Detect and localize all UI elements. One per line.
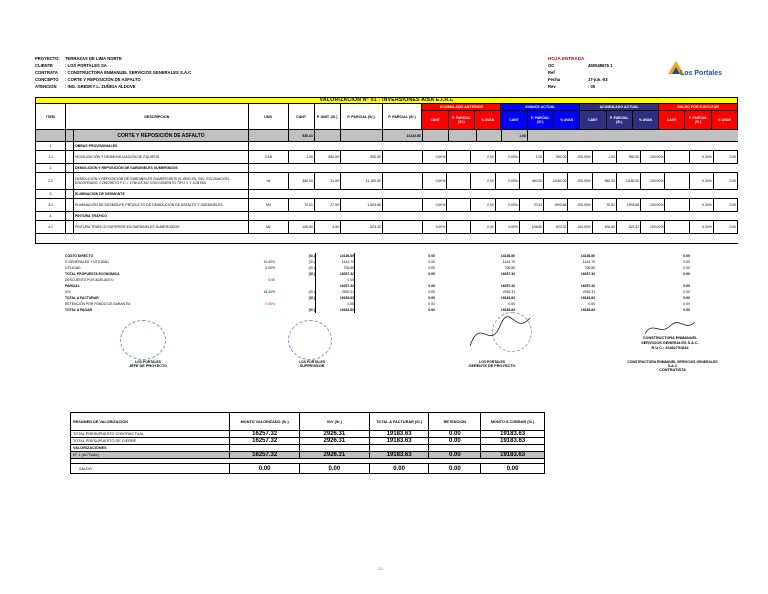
row-item: 1 (36, 142, 66, 150)
totals-block (35, 253, 738, 313)
totals-b: 706.85 (584, 266, 595, 270)
totals-val: 2926.31 (315, 289, 355, 295)
summary-row (71, 431, 544, 438)
los-portales-logo (660, 56, 730, 82)
summary-cell: 16257.32 (230, 452, 300, 458)
row-value: 0.00% (423, 173, 447, 189)
row-value: 0.00 (471, 221, 495, 233)
row-item: 3.1 (36, 199, 66, 211)
summary-table (70, 412, 545, 474)
totals-a: 706.85 (504, 266, 515, 270)
project-value: : CORTE Y REPOSICIÓN DE ASFALTO (65, 77, 141, 82)
summary-cell: 0.00 (230, 464, 300, 473)
row-pp2 (383, 151, 423, 163)
table-row (35, 212, 738, 221)
row-progress (423, 173, 738, 189)
row-value: 106.80 (520, 221, 544, 233)
row-value: 1.00 (520, 151, 544, 163)
signature-company: CONSTRUCTORA ENMANUEL SERVICIOS GENERALES S.A.C (627, 360, 718, 368)
row-pp2 (383, 221, 423, 233)
row-pp: 550.00 (341, 151, 383, 163)
project-row (35, 62, 235, 69)
summary-cell: 19183.63 (500, 452, 526, 458)
row-value: 0.00% (496, 151, 520, 163)
table-row (35, 173, 738, 190)
row-value: 0.00% (690, 221, 714, 233)
row-value: 1903.68 (544, 199, 568, 211)
totals-z: 0.00 (428, 260, 435, 264)
row-value: 0.00% (423, 221, 447, 233)
row-cant: 1.00 (289, 151, 315, 163)
row-value (447, 173, 471, 189)
row-item: 3 (36, 190, 66, 198)
row-value: 100.00% (641, 151, 665, 163)
row-und: M3 (249, 199, 289, 211)
row-value: 0.00 (471, 199, 495, 211)
signature-role: GERENTE DE PROYECTO (468, 364, 516, 368)
hdr-pp: P. PARCIAL (S/.) (341, 104, 383, 129)
summary-cell: 16257.32 (230, 438, 300, 444)
hdr-group-actual: AVANCE ACTUAL CANT P. PARCIAL (S/.) % AVAN (501, 104, 580, 129)
row-progress (423, 199, 738, 211)
summary-col-header: TOTAL A FACTURAR (S/.) (370, 413, 430, 430)
hoja-key: Fecha (548, 77, 561, 82)
row-value: 360.00 (520, 173, 544, 189)
summary-col-header: RESUMEN DE VALORIZACION (71, 413, 230, 430)
totals-sym: (S/.) (308, 296, 315, 300)
row-pp: 523.32 (341, 221, 383, 233)
summary-cell: 0.00 (370, 464, 430, 473)
section-row: CORTE Y REPOSICIÓN DE ASFALTO 535.31 14132.80 1.00 (35, 130, 738, 142)
totals-sym: (S/.) (308, 254, 315, 258)
row-item: 4 (36, 212, 66, 220)
table-row (35, 142, 738, 151)
totals-pct: 10.00% (263, 260, 275, 264)
totals-a: 14136.80 (500, 254, 515, 258)
totals-val: 19183.63 (315, 307, 355, 313)
summary-cell: TOTAL PRESUPUESTO DE CIERRE (71, 438, 230, 444)
totals-a: 1413.70 (502, 260, 515, 264)
row-desc: DEMOLICIÓN Y REPOSICIÓN DE SARDINELES SUMERGIDOS (0.15X0.25), INC. EXCAVACIÓN, ENCOFRADO, CONCRETO F'C = 175KG/CM2 CON CEMENTO TIPO V Y JUNTAS (74, 173, 249, 189)
project-info (35, 55, 235, 90)
signature-role: SUPERVISOR (299, 364, 325, 368)
totals-c: 0.00 (683, 272, 690, 276)
row-pu: 4.90 (315, 221, 341, 233)
hdr-pu: P. UNIT. (S/.) (315, 104, 341, 129)
row-value: 100.00% (641, 173, 665, 189)
table-row (35, 190, 738, 199)
table-row (35, 221, 738, 234)
row-value: 0.00% (423, 199, 447, 211)
row-desc: MOVILIZACIÓN Y DESMOVILIZACIÓN DE EQUIPOS (74, 151, 249, 163)
totals-b: 16257.32 (580, 284, 595, 288)
row-value: 106.80 (593, 221, 617, 233)
project-row (35, 76, 235, 83)
contratista-stamp: CONSTRUCTORA ENMANUEL SERVICIOS GENERALES S.A.C. R.U.C.: 20482791844 (641, 336, 699, 350)
totals-b: 19183.63 (580, 296, 595, 300)
row-und: ML (249, 221, 289, 233)
summary-cell: 0.00 (429, 452, 481, 458)
totals-label: TOTAL PROPUESTA ECONÓMICA (65, 272, 120, 276)
row-value: 1.00 (593, 151, 617, 163)
summary-cell: N° 1 (ACTUAL) (71, 452, 230, 458)
row-value: 100.00% (641, 199, 665, 211)
project-row (35, 55, 235, 62)
row-value: 0.00% (423, 151, 447, 163)
signature-role: CONTRATISTA (659, 368, 686, 372)
totals-z: 0.00 (428, 308, 435, 312)
signature-block (462, 360, 522, 368)
project-row (35, 83, 235, 90)
project-row (35, 69, 235, 76)
project-key: PROYECTO: (35, 56, 60, 61)
summary-val-label-text: VALORIZACIONES (71, 445, 230, 451)
summary-val-row (71, 452, 544, 459)
totals-b: 0.00 (588, 302, 595, 306)
row-item: 1.1 (36, 151, 66, 163)
hoja-row (548, 62, 658, 69)
table-row (35, 164, 738, 173)
project-key: CONTRATA (35, 70, 58, 75)
signature-block (118, 360, 178, 368)
summary-cell: 19183.63 (370, 438, 430, 444)
row-value: 360.00 (593, 173, 617, 189)
row-pp: 1,903.68 (341, 199, 383, 211)
summary-cell: 0.00 (429, 438, 481, 444)
totals-c: 0.00 (683, 266, 690, 270)
row-value: 0.00 (471, 151, 495, 163)
hoja-row (548, 76, 658, 83)
summary-cell: 19183.63 (370, 452, 430, 458)
summary-col-header: IGV (S/.) (300, 413, 370, 430)
hoja-value: 450048676 1 (588, 63, 613, 68)
project-value: TERRAZAS DE LIMA NORTE (65, 56, 122, 61)
totals-label: DESCUENTO POR ADELANTO (65, 278, 114, 282)
summary-cell: 16257.32 (230, 431, 300, 437)
project-value: : ING. GREDKY L. ZUÑIGA ALDOVE (65, 84, 136, 89)
totals-pct: 5.00% (265, 266, 275, 270)
row-value: 100.00% (568, 199, 592, 211)
project-key: ATENCION (35, 84, 57, 89)
totals-val: 19183.63 (315, 295, 355, 301)
totals-c: 0.00 (683, 296, 690, 300)
hoja-row (548, 69, 658, 76)
row-value: 523.32 (544, 221, 568, 233)
signature-gerente-icon (460, 306, 540, 356)
row-desc: OBRAS PROVISIONALES (74, 142, 249, 150)
totals-row (35, 307, 738, 313)
totals-a: 19183.63 (500, 308, 515, 312)
totals-sym: (S/.) (308, 260, 315, 264)
totals-a: 2926.31 (502, 290, 515, 294)
totals-val: 0.00 (315, 301, 355, 307)
summary-col-header: MONTO A COBRAR (S/.) (490, 419, 535, 424)
row-value: 550.00 (617, 151, 641, 163)
row-pp2 (383, 199, 423, 211)
row-value: 70.51 (593, 199, 617, 211)
project-key: CLIENTE (35, 63, 53, 68)
summary-col-header: RETENCION (429, 413, 481, 430)
totals-label: TOTAL A PAGAR (65, 308, 92, 312)
totals-a: 16257.32 (500, 284, 515, 288)
logo-text: Los Portales (680, 70, 723, 77)
row-value: 0.00% (690, 151, 714, 163)
totals-z: 0.00 (428, 254, 435, 258)
summary-header (71, 413, 544, 431)
totals-sym: (S/.) (308, 266, 315, 270)
row-value: 0.00 (714, 221, 738, 233)
hoja-key: Ref (548, 70, 555, 75)
row-value: 0.00% (690, 199, 714, 211)
signature-company: LOS PORTALES (298, 360, 326, 364)
signature-block (625, 360, 720, 372)
stamp-jefe-icon (120, 320, 166, 360)
row-desc: PINTURA TRÁFICO (74, 212, 249, 220)
row-pp: 11,160.00 (341, 173, 383, 189)
totals-b: 1413.70 (582, 260, 595, 264)
totals-z: 0.00 (428, 296, 435, 300)
summary-saldo-row (71, 464, 544, 473)
row-cant: 70.51 (289, 199, 315, 211)
row-value: 0.00% (496, 173, 520, 189)
hdr-pp2: P. PARCIAL (S/.) (383, 104, 423, 129)
page-number: 1/1 (378, 567, 383, 571)
row-value: 0.00% (690, 173, 714, 189)
row-value: 100.00% (568, 221, 592, 233)
summary-cell: 2926.31 (300, 438, 370, 444)
totals-sym: (S/.) (308, 308, 315, 312)
row-desc: ELIMINACIÓN DE DESMONTE (74, 190, 249, 198)
totals-label: IGV (65, 290, 71, 294)
row-und: GLB (249, 151, 289, 163)
hdr-und: UND (249, 104, 289, 129)
hoja-entrada (548, 55, 658, 90)
totals-c: 0.00 (683, 254, 690, 258)
row-value: 100.00% (641, 221, 665, 233)
hdr-desc: DESCRIPCION (66, 104, 249, 129)
summary-cell: 19183.63 (500, 438, 526, 444)
summary-val-label (71, 445, 544, 452)
stamp-supervisor-icon (288, 320, 332, 360)
totals-val: 16257.32 (315, 271, 355, 277)
row-value: 100.00% (568, 173, 592, 189)
totals-pct: 0.00% (265, 302, 275, 306)
hoja-key: Rev (548, 84, 556, 89)
hoja-value: 17-jun.-03 (588, 77, 608, 82)
summary-cell: 2926.31 (300, 431, 370, 437)
totals-val: 706.85 (315, 265, 355, 271)
hdr-cant: CANT (289, 104, 315, 129)
totals-pct: 0.00 (268, 278, 275, 282)
row-item: 2 (36, 164, 66, 172)
row-value (447, 199, 471, 211)
totals-label: COSTO DIRECTO (65, 254, 94, 258)
row-value: 70.51 (520, 199, 544, 211)
project-value: : CONSTRUCTORA ENMANUEL SERVICIOS GENERALES S.A.C (65, 70, 192, 75)
totals-label: G.GENERALES Y UTILIDAD (65, 260, 109, 264)
totals-val: 16257.32 (315, 283, 355, 289)
row-pu: 550.00 (315, 151, 341, 163)
totals-label: TOTAL A FACTURAR (65, 296, 99, 300)
hoja-title: HOJA ENTRADA (548, 56, 585, 61)
row-pu: 31.00 (315, 173, 341, 189)
row-value (665, 173, 689, 189)
row-desc: ELIMINACIÓN DE DESMONTE PRODUCTO DE DEMOLICIÓN DE ASFALTO Y SARDINELES (74, 199, 249, 211)
row-value (447, 221, 471, 233)
row-value (665, 221, 689, 233)
summary-cell: 0.00 (506, 465, 519, 472)
signature-role: JEFE DE PROYECTO (128, 364, 168, 368)
totals-z: 0.00 (428, 302, 435, 306)
row-value: 523.32 (617, 221, 641, 233)
table-banner: VALORIZACION N° 01 - INVERSIONES AISA E.I.R.L (35, 97, 738, 104)
hoja-key: OC (548, 63, 555, 68)
hdr-group-saldo: SALDO POR EJECUTAR CANT P. PARCIAL (S/.) % AVAN (659, 104, 738, 129)
signature-company: LOS PORTALES (478, 360, 506, 364)
row-item: 2.1 (36, 173, 66, 189)
totals-z: 0.00 (428, 284, 435, 288)
totals-val: 1413.70 (315, 259, 355, 265)
row-value: 11160.00 (544, 173, 568, 189)
table-row (35, 151, 738, 164)
signature-block (282, 360, 342, 368)
row-value: 11160.00 (617, 173, 641, 189)
row-desc: DEMOLICIÓN Y REPOSICIÓN DE SARDINELES SUMERGIDOS (74, 164, 249, 172)
totals-pct (165, 307, 275, 313)
section-title: CORTE Y REPOSICIÓN DE ASFALTO (74, 130, 249, 141)
project-value: : LOS PORTALES SA (65, 63, 107, 68)
totals-b: 16257.32 (580, 272, 595, 276)
hdr-item: ITEM (36, 104, 66, 129)
totals-val: 14136.80 (315, 253, 355, 259)
row-progress (423, 221, 738, 233)
row-value (665, 151, 689, 163)
summary-cell: 19183.63 (370, 431, 430, 437)
row-desc: PINTURA TRÁFICO SUPERIOR EN SARDINELES SUMERGIDOS (74, 221, 249, 233)
summary-cell: 0.00 (429, 464, 481, 473)
totals-a: 19183.63 (500, 296, 515, 300)
totals-label: UTILIDAD (65, 266, 81, 270)
totals-z: 0.00 (428, 272, 435, 276)
row-pp2 (383, 173, 423, 189)
row-progress (423, 151, 738, 163)
totals-b: 14136.80 (580, 254, 595, 258)
totals-z: 0.00 (428, 266, 435, 270)
totals-z: 0.00 (428, 290, 435, 294)
table-row (35, 199, 738, 212)
row-value: 0.00 (714, 173, 738, 189)
row-value: 100.00% (568, 151, 592, 163)
row-value: 0.00% (496, 199, 520, 211)
hoja-row (548, 83, 658, 90)
row-value: 550.00 (544, 151, 568, 163)
hoja-value: : 00 (588, 84, 596, 89)
hdr-group-acumulado: ACUMULADO ACTUAL CANT P. PARCIAL (S/.) % AVAN (580, 104, 659, 129)
totals-a: 16257.32 (500, 272, 515, 276)
summary-cell: SALDO (71, 464, 230, 473)
totals-a: 0.00 (508, 302, 515, 306)
row-value: 0.00% (496, 221, 520, 233)
totals-pct: 18.00% (263, 290, 275, 294)
row-value: 0.00 (714, 151, 738, 163)
summary-row (71, 438, 544, 445)
totals-val: 0.00 (315, 277, 355, 283)
totals-label: PARCIAL (65, 284, 80, 288)
summary-cell: 0.00 (429, 431, 481, 437)
totals-c: 0.00 (683, 290, 690, 294)
summary-col-header: MONTO VALORIZADO (S/.) (230, 413, 300, 430)
row-cant: 360.00 (289, 173, 315, 189)
totals-label: RETENCIÓN POR FONDO DE GARANTIA (65, 302, 131, 306)
row-value: 0.00 (471, 173, 495, 189)
totals-c: 0.00 (683, 308, 690, 312)
row-item: 4.1 (36, 221, 66, 233)
totals-sym: (S/.) (308, 272, 315, 276)
valorizacion-table (35, 97, 738, 244)
totals-b: 2926.31 (582, 290, 595, 294)
table-header (35, 104, 738, 130)
totals-sym: (S/.) (308, 290, 315, 294)
summary-cell: 19183.63 (500, 431, 526, 437)
summary-cell: 0.00 (300, 464, 370, 473)
row-cant: 106.80 (289, 221, 315, 233)
row-value (447, 151, 471, 163)
summary-cell: TOTAL PRESUPUESTO CONTRACTUAL (71, 431, 230, 437)
table-row-empty (35, 234, 738, 244)
project-key: CONCEPTO (35, 77, 59, 82)
hdr-group-anterior: ACUMULADO ANTERIOR CANT P. PARCIAL (S/.) % AVAN (422, 104, 501, 129)
row-pu: 27.00 (315, 199, 341, 211)
totals-c: 0.00 (683, 260, 690, 264)
row-und: ml (249, 173, 289, 189)
totals-b: 19183.63 (580, 308, 595, 312)
row-value: 0.00 (714, 199, 738, 211)
row-value: 1903.68 (617, 199, 641, 211)
row-value (665, 199, 689, 211)
summary-cell: 2926.31 (300, 452, 370, 458)
signature-company: LOS PORTALES (134, 360, 162, 364)
totals-c: 0.00 (683, 302, 690, 306)
totals-c: 0.00 (683, 284, 690, 288)
